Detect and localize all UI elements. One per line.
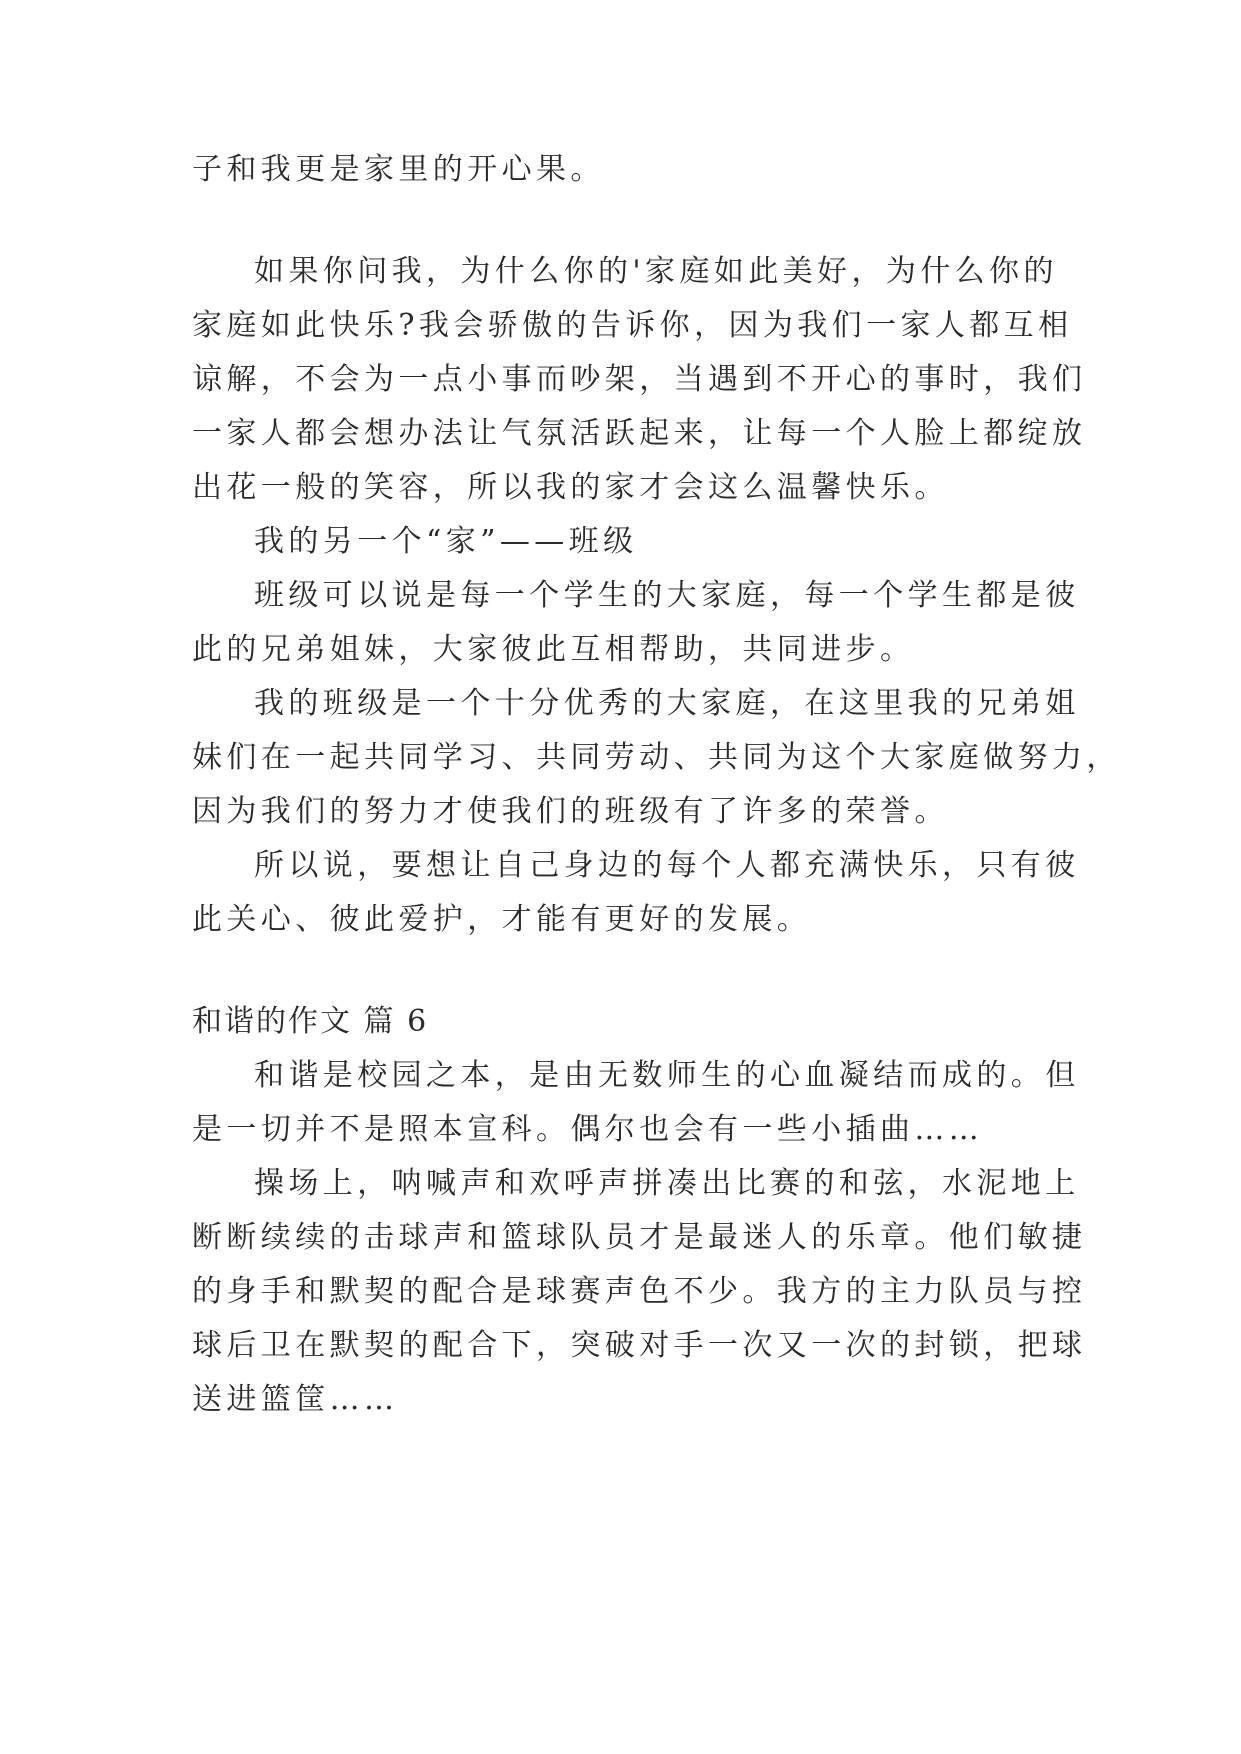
paragraph-line: 我的班级是一个十分优秀的大家庭，在这里我的兄弟姐 (254, 686, 1080, 721)
paragraph-line: 子和我更是家里的开心果。 (192, 152, 605, 187)
paragraph-line: 出花一般的笑容，所以我的家才会这么温馨快乐。 (192, 470, 949, 505)
paragraph-line: 操场上，呐喊声和欢呼声拼凑出比赛的和弦，水泥地上 (254, 1166, 1080, 1201)
paragraph-line: 断断续续的击球声和篮球队员才是最迷人的乐章。他们敏捷 (192, 1220, 1087, 1255)
paragraph-line: 的身手和默契的配合是球赛声色不少。我方的主力队员与控 (192, 1274, 1087, 1309)
paragraph-line: 谅解，不会为一点小事而吵架，当遇到不开心的事时，我们 (192, 362, 1087, 397)
paragraph-line: 家庭如此快乐?我会骄傲的告诉你，因为我们一家人都互相 (192, 308, 1073, 343)
paragraph-line: 如果你问我，为什么你的'家庭如此美好，为什么你的 (254, 254, 1058, 289)
paragraph-line: 和谐是校园之本，是由无数师生的心血凝结而成的。但 (254, 1058, 1080, 1093)
paragraph-line: 班级可以说是每一个学生的大家庭，每一个学生都是彼 (254, 578, 1080, 613)
paragraph-line: 送进篮筐…… (192, 1382, 399, 1417)
paragraph-line: 一家人都会想办法让气氛活跃起来，让每一个人脸上都绽放 (192, 416, 1087, 451)
paragraph-line: 因为我们的努力才使我们的班级有了许多的荣誉。 (192, 794, 949, 829)
paragraph-line: 妹们在一起共同学习、共同劳动、共同为这个大家庭做努力， (192, 740, 1121, 775)
paragraph-line: 所以说，要想让自己身边的每个人都充满快乐，只有彼 (254, 848, 1080, 883)
paragraph-line: 此关心、彼此爱护，才能有更好的发展。 (192, 902, 812, 937)
paragraph-line: 是一切并不是照本宣科。偶尔也会有一些小插曲…… (192, 1112, 984, 1147)
section-subheading: 我的另一个“家”——班级 (254, 524, 638, 559)
section-heading: 和谐的作文 篇 6 (192, 1004, 429, 1039)
paragraph-line: 球后卫在默契的配合下，突破对手一次又一次的封锁，把球 (192, 1328, 1087, 1363)
paragraph-line: 此的兄弟姐妹，大家彼此互相帮助，共同进步。 (192, 632, 915, 667)
